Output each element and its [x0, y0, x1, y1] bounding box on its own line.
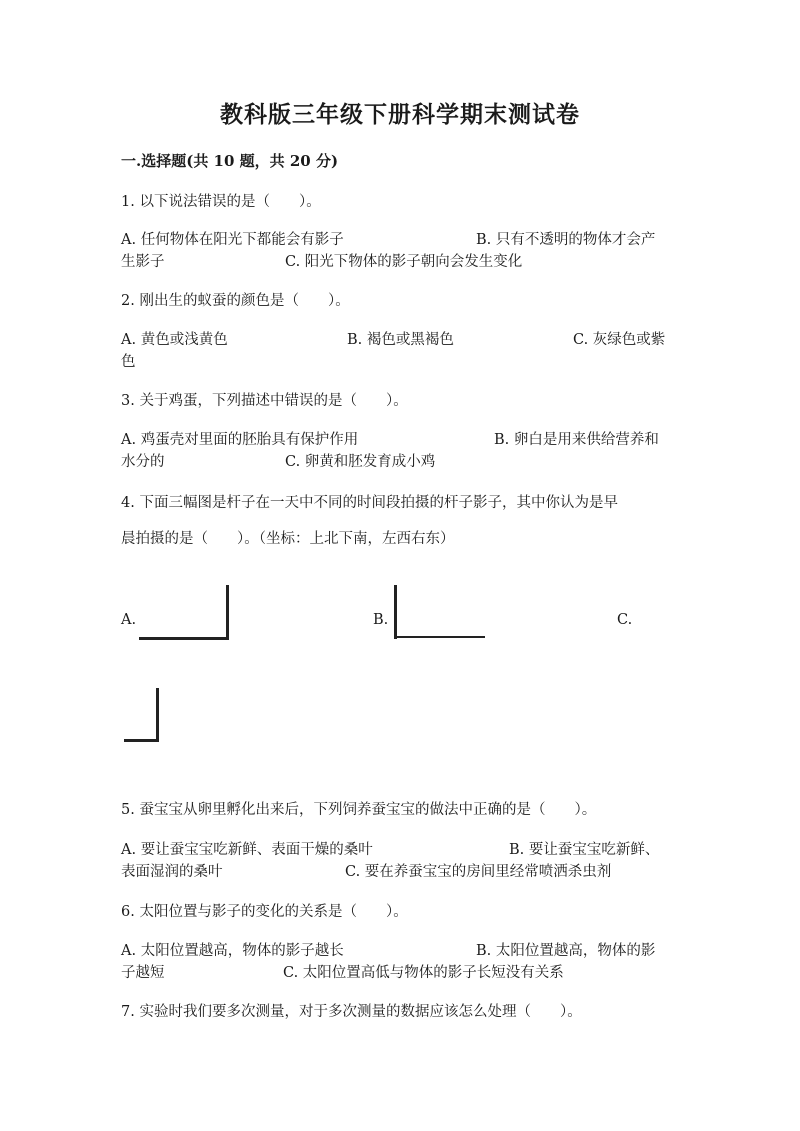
shadow-c: [124, 739, 158, 742]
section-heading: 一.选择题(共 10 题，共 20 分): [121, 152, 339, 170]
question-1-option-a: A. 任何物体在阳光下都能会有影子: [121, 232, 344, 248]
question-1-option-c: C. 阳光下物体的影子朝向会发生变化: [285, 254, 523, 270]
question-5-stem: 5. 蚕宝宝从卵里孵化出来后，下列饲养蚕宝宝的做法中正确的是（ ）。: [121, 802, 597, 818]
shadow-b: [394, 636, 485, 638]
page-title: 教科版三年级下册科学期末测试卷: [220, 101, 580, 128]
question-7-stem: 7. 实验时我们要多次测量，对于多次测量的数据应该怎么处理（ ）。: [121, 1004, 582, 1020]
question-3-option-a: A. 鸡蛋壳对里面的胚胎具有保护作用: [121, 432, 359, 448]
question-3-option-b-continued: 水分的: [121, 454, 165, 470]
question-1-option-b-continued: 生影子: [121, 254, 165, 270]
question-5-option-c: C. 要在养蚕宝宝的房间里经常喷洒杀虫剂: [345, 864, 612, 880]
question-5-option-b-continued: 表面湿润的桑叶: [121, 864, 223, 880]
question-4-option-c-label: C.: [617, 612, 633, 628]
shadow-figure-c: [124, 688, 160, 744]
question-2-option-b: B. 褐色或黑褐色: [347, 332, 454, 348]
question-3-option-c: C. 卵黄和胚发育成小鸡: [285, 454, 436, 470]
question-2-option-a: A. 黄色或浅黄色: [121, 332, 228, 348]
question-1-stem: 1. 以下说法错误的是（ ）。: [121, 194, 321, 210]
question-2-option-c: C. 灰绿色或紫: [573, 332, 666, 348]
pole-c: [156, 688, 159, 742]
pole-b: [394, 585, 397, 639]
question-2-option-c-continued: 色: [121, 354, 136, 370]
question-4-stem-line-1: 4. 下面三幅图是杆子在一天中不同的时间段拍摄的杆子影子，其中你认为是早: [121, 495, 618, 511]
question-5-option-b: B. 要让蚕宝宝吃新鲜、: [509, 842, 660, 858]
question-6-option-b: B. 太阳位置越高，物体的影: [476, 943, 656, 959]
question-6-option-b-continued: 子越短: [121, 965, 165, 981]
question-4-stem-line-2: 晨拍摄的是（ ）。（坐标：上北下南，左西右东）: [121, 531, 455, 547]
shadow-a: [139, 637, 229, 640]
question-2-stem: 2. 刚出生的蚁蚕的颜色是（ ）。: [121, 293, 350, 309]
question-6-option-a: A. 太阳位置越高，物体的影子越长: [121, 943, 344, 959]
question-5-option-a: A. 要让蚕宝宝吃新鲜、表面干燥的桑叶: [121, 842, 373, 858]
question-4-option-a-label: A.: [121, 612, 137, 628]
question-6-option-c: C. 太阳位置高低与物体的影子长短没有关系: [283, 965, 564, 981]
pole-a: [226, 585, 229, 639]
question-3-stem: 3. 关于鸡蛋，下列描述中错误的是（ ）。: [121, 393, 408, 409]
question-1-option-b: B. 只有不透明的物体才会产: [476, 232, 656, 248]
question-6-stem: 6. 太阳位置与影子的变化的关系是（ ）。: [121, 904, 408, 920]
question-4-option-b-label: B.: [373, 612, 389, 628]
question-3-option-b: B. 卵白是用来供给营养和: [494, 432, 659, 448]
shadow-figure-a: [139, 585, 231, 641]
shadow-figure-b: [394, 585, 486, 641]
